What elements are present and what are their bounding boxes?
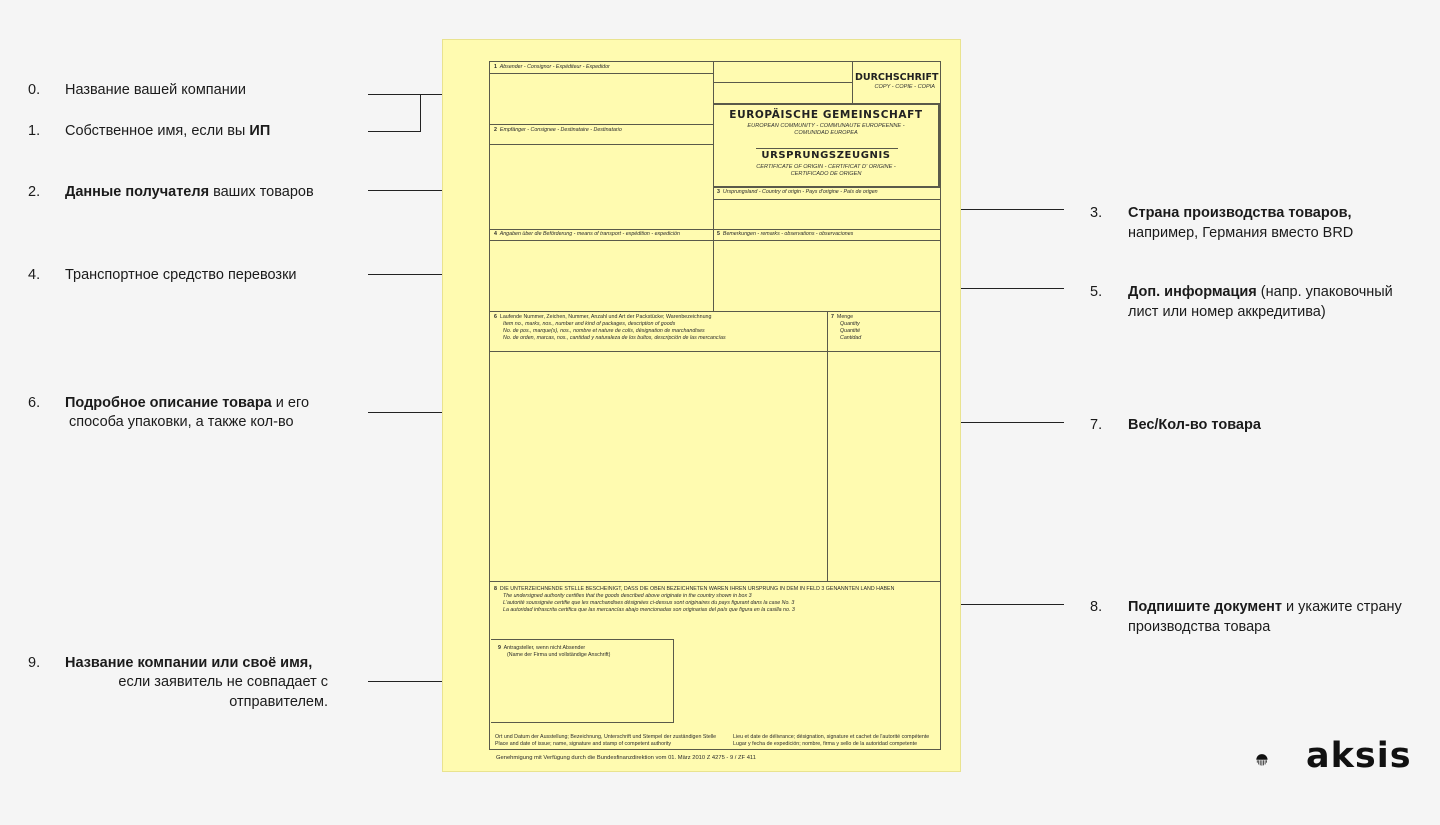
signature-label-right1: Lieu et date de délivrance; désignation, signature et cachet de l'autorité compétente [733,734,930,740]
signature-label-left2: Place and date of issue; name, signature and stamp of competent authority [495,741,672,747]
form-box9-bottom [491,722,674,723]
field-9-label: 9 Antragsteller, wenn nicht Absender [498,645,586,651]
field-7-label-en: Quantity [840,321,860,327]
uz-sub1: CERTIFICATE OF ORIGIN - CERTIFICAT D' ORIGINE - [756,164,896,170]
form-hline [489,240,941,241]
annotation-number: 0. [28,82,41,98]
form-hline [489,124,713,125]
field-8-label: 8 DIE UNTERZEICHNENDE STELLE BESCHEINIGT, DASS DIE OBEN BEZEICHNETEN WAREN IHREN URSPRUNG IN DEM IN FELD 3 GENANNTEN LAND HABEN [494,586,895,592]
form-hline [489,229,941,230]
annotation-number: 2. [28,184,41,200]
form-hline [489,144,713,145]
field-1-label: 1 Absender - Consignor - Expéditeur - Expedidor [494,64,610,70]
field-5-label: 5 Bemerkungen - remarks - observations - observaciones [717,231,854,237]
field-9-label-sub: (Name der Firma und vollständige Anschrift) [507,652,611,658]
annotation-text: Название вашей компании [65,82,246,98]
aksis-logo-icon [1256,739,1298,781]
field-4-label: 4 Angaben über die Beförderung - means of transport - expédition - expedición [494,231,680,237]
annotation-text: (напр. упаковочный [1256,284,1393,300]
annotation-number: 8. [1090,599,1103,615]
annotation-bold: ИП [249,123,271,139]
field-8-label-en: The undersigned authority certifies that the goods described above originate in the country shown in box 3 [503,593,752,599]
annotation-text: Собственное имя, если вы [65,123,250,139]
form-hline [489,311,941,312]
eg-sub2: COMUNIDAD EUROPEA [794,130,858,136]
aksis-logo-text: aksis [1306,736,1412,776]
annotation-text: и его [271,395,310,411]
annotation-text-line2: если заявитель не совпадает с [118,674,328,690]
field-6-label-en: Item no., marks, nos., number and kind of packages, description of goods [503,321,676,327]
annotation-text-line2: способа упаковки, а также кол-во [69,414,294,430]
form-hline [489,73,713,74]
annotation-number: 7. [1090,417,1103,433]
annotation-bold: Подпишите документ [1128,599,1282,615]
eg-heading: EUROPÄISCHE GEMEINSCHAFT [729,109,923,121]
annotation-number: 1. [28,123,41,139]
signature-label-right2: Lugar y fecha de expedición; nombre, firma y sello de la autoridad competente [733,741,918,747]
form-hline [713,199,941,200]
field-8-label-es: La autoridad infrascrita certifica que las mercancías abajo mencionadas son originarias del país que figura en la casilla no. 3 [503,607,795,613]
annotation-bold: Вес/Кол-во товара [1128,417,1261,433]
form-box9-right [673,639,674,723]
annotation-number: 9. [28,655,41,671]
annotation-text-line2: производства товара [1128,619,1271,635]
annotation-bold: Подробное описание товара [65,395,272,411]
uz-heading: URSPRUNGSZEUGNIS [761,150,891,161]
durchschrift-heading: DURCHSCHRIFT [855,72,939,83]
connector-0-1-bracket [420,94,421,131]
form-hline [713,186,941,188]
field-6-label-es: No. de orden, marcas, nos., cantidad y naturaleza de los bultos, descripción de las mercancías [503,335,726,341]
field-3-label: 3 Ursprungsland - Country of origin - Pays d'origine - País de origen [717,189,878,195]
field-7-label-es: Cantidad [840,335,862,341]
form-hline [713,103,941,105]
annotation-bold: Данные получателя [65,184,210,200]
annotation-text-line2: лист или номер аккредитива) [1128,304,1326,320]
form-vline [938,103,940,187]
form-vline [852,61,853,104]
form-box9-top [491,639,674,640]
signature-label-left1: Ort und Datum der Ausstellung; Bezeichnung, Unterschrift und Stempel der zuständigen Stelle [495,734,717,740]
annotation-text-line3: отправителем. [229,694,328,710]
annotation-text: Транспортное средство перевозки [65,267,297,283]
annotation-bold: Доп. информация [1128,284,1257,300]
annotation-bold: Название компании или своё имя, [65,655,313,671]
eg-sub1: EUROPEAN COMMUNITY - COMMUNAUTE EUROPEENNE - [747,123,905,129]
annotation-bold: Страна производства товаров, [1128,205,1352,221]
field-7-label-fr: Quantité [840,328,861,334]
annotation-text: и укажите страну [1282,599,1402,615]
copy-subheading: COPY - COPIE - COPIA [874,84,935,90]
field-7-label: 7 Menge [831,314,854,320]
annotation-number: 5. [1090,284,1103,300]
uz-sub2: CERTIFICADO DE ORIGEN [790,171,862,177]
form-hline [713,82,852,83]
field-2-label: 2 Empfänger - Consignee - Destinataire - Destinatario [494,127,622,133]
annotation-text: ваших товаров [209,184,314,200]
annotation-number: 4. [28,267,41,283]
connector-1 [368,131,421,132]
form-hline [489,581,941,582]
field-6-label: 6 Laufende Nummer, Zeichen, Nummer, Anzahl und Art der Packstücke; Warenbezeichnung [494,314,712,320]
form-hline [756,148,898,149]
field-6-label-fr: No. de pos., marque(s), nos., nombre et nature de colis, désignation de marchandises [503,328,705,334]
annotation-number: 3. [1090,205,1103,221]
form-hline [489,351,941,352]
form-footer: Genehmigung mit Verfügung durch die Bundesfinanzdirektion vom 01. März 2010 Z 4275 - 9 / ZF 411 [496,755,756,761]
annotation-number: 6. [28,395,41,411]
field-8-label-fr: L'autorité soussignée certifie que les marchandises désignées ci-dessus sont originaires du pays figurant dans la case No. 3 [503,600,795,606]
annotation-text-line2: например, Германия вместо BRD [1128,225,1354,241]
